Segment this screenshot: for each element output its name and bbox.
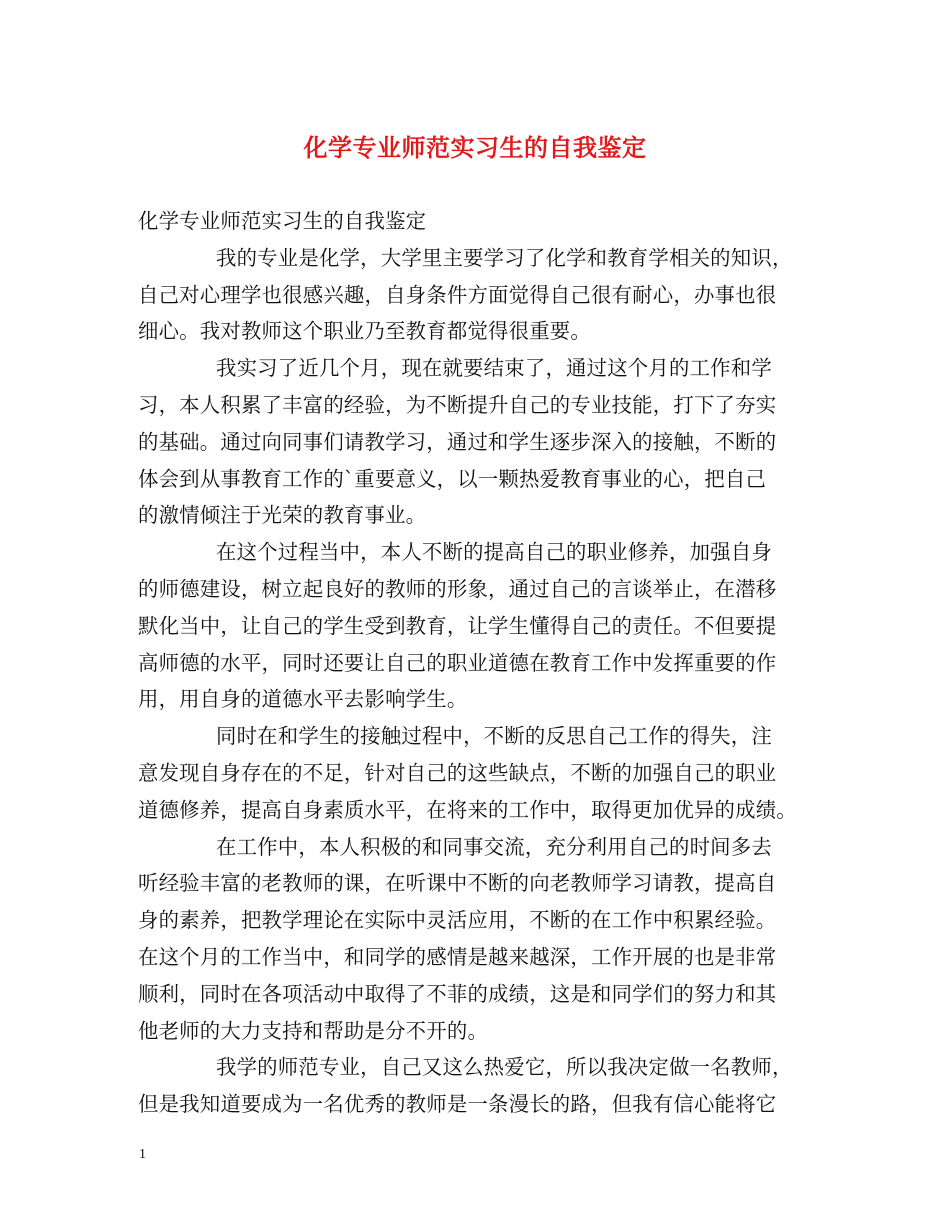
- body-line: 的师德建设，树立起良好的教师的形象，通过自己的言谈举止，在潜移: [138, 576, 777, 601]
- body-line: 在工作中，本人积极的和同事交流，充分利用自己的时间多去: [216, 834, 772, 859]
- body-line: 在这个过程当中，本人不断的提高自己的职业修养，加强自身: [216, 540, 772, 565]
- body-line: 自己对心理学也很感兴趣，自身条件方面觉得自己很有耐心，办事也很: [138, 282, 777, 307]
- body-line: 听经验丰富的老教师的课，在听课中不断的向老教师学习请教，提高自: [138, 871, 777, 896]
- body-line: 化学专业师范实习生的自我鉴定: [138, 209, 427, 233]
- body-line: 他老师的大力支持和帮助是分不开的。: [138, 1018, 489, 1043]
- body-line: 我学的师范专业，自己又这么热爱它，所以我决定做一名教师，: [216, 1055, 793, 1080]
- body-line: 我实习了近几个月，现在就要结束了，通过这个月的工作和学: [216, 356, 772, 381]
- body-line: 意发现自身存在的不足，针对自己的这些缺点，不断的加强自己的职业: [138, 760, 777, 785]
- body-line: 的基础。通过向同事们请教学习，通过和学生逐步深入的接触，不断的: [138, 429, 777, 454]
- body-line: 习，本人积累了丰富的经验，为不断提升自己的专业技能，打下了夯实: [138, 392, 777, 417]
- document-body: [138, 203, 826, 1123]
- body-line: 我的专业是化学，大学里主要学习了化学和教育学相关的知识，: [216, 245, 793, 270]
- body-line: 高师德的水平，同时还要让自己的职业道德在教育工作中发挥重要的作: [138, 650, 777, 675]
- body-line: 但是我知道要成为一名优秀的教师是一条漫长的路，但我有信心能将它: [138, 1092, 777, 1117]
- body-line: 用，用自身的道德水平去影响学生。: [138, 687, 468, 712]
- body-line: 在这个月的工作当中，和同学的感情是越来越深，工作开展的也是非常: [138, 944, 777, 969]
- body-line: 细心。我对教师这个职业乃至教育都觉得很重要。: [138, 319, 591, 344]
- page-number: 1: [139, 1147, 146, 1162]
- body-line: 默化当中，让自己的学生受到教育，让学生懂得自己的责任。不但要提: [138, 613, 777, 638]
- body-line: 身的素养，把教学理论在实际中灵活应用，不断的在工作中积累经验。: [138, 908, 777, 933]
- body-line: 的激情倾注于光荣的教育事业。: [138, 503, 427, 528]
- body-line: 顺利，同时在各项活动中取得了不菲的成绩，这是和同学们的努力和其: [138, 981, 777, 1006]
- document-title: 化学专业师范实习生的自我鉴定: [303, 133, 647, 162]
- body-line: 道德修养，提高自身素质水平，在将来的工作中，取得更加优异的成绩。: [138, 797, 797, 822]
- body-line: 体会到从事教育工作的`重要意义，以一颗热爱教育事业的心，把自己: [138, 466, 767, 491]
- body-line: 同时在和学生的接触过程中，不断的反思自己工作的得失，注: [216, 724, 772, 749]
